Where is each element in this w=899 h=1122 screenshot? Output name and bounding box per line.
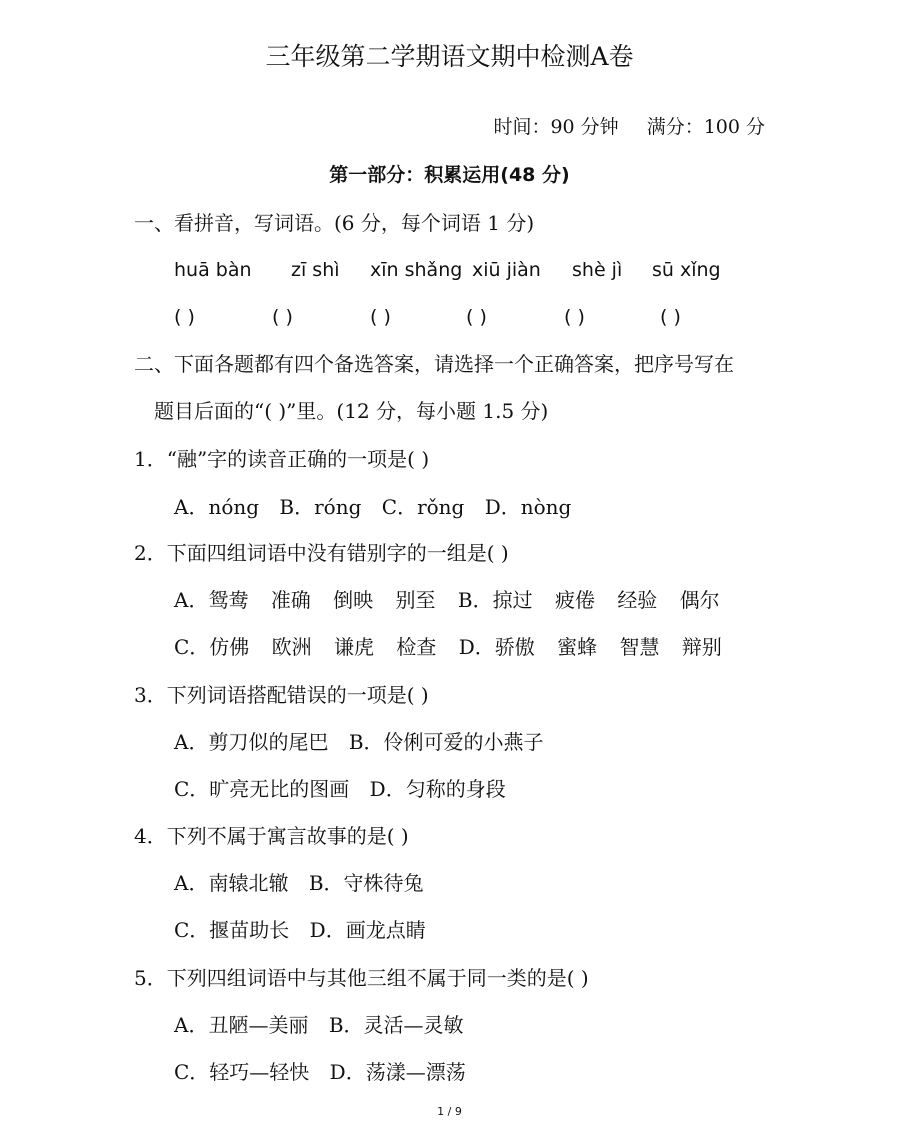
question-2: 2．下面四组词语中没有错别字的一组是( ) [134,541,509,565]
option[interactable]: B．灵活—灵敏 [328,1013,464,1037]
option[interactable]: A．丑陋—美丽 [174,1013,309,1037]
word: 智慧 [619,635,660,659]
option[interactable]: A．nóng [174,495,260,519]
pinyin-item: shè jì [572,259,623,281]
answer-blank[interactable]: ( ) [272,306,293,328]
word: 疲倦 [554,588,595,612]
pinyin-item: sū xǐng [652,259,721,281]
answer-blank[interactable]: ( ) [660,306,681,328]
word: 欧洲 [271,635,312,659]
word: 蜜蜂 [557,635,598,659]
question-2-options-line2 [174,637,738,657]
pinyin-item: zī shì [291,259,340,281]
question-1: 1．“融”字的读音正确的一项是( ) [134,447,430,471]
option[interactable]: D．骄傲 [458,635,535,659]
exam-meta [493,118,765,137]
section2-heading-cont: 题目后面的“( )”里。(12 分，每小题 1.5 分) [154,399,549,423]
page-title: 三年级第二学期语文期中检测A卷 [265,42,634,71]
option[interactable]: B．掠过 [457,588,533,612]
option[interactable]: C．rǒng [381,495,465,519]
option[interactable]: C．揠苗助长 [174,918,290,942]
word: 准确 [270,588,311,612]
question-4-options-line1 [174,873,438,893]
word: 检查 [396,635,437,659]
question-3-options-line2 [174,779,520,799]
pinyin-item: xiū jiàn [472,259,541,281]
answer-blank[interactable]: ( ) [466,306,487,328]
question-5: 5．下列四组词语中与其他三组不属于同一类的是( ) [134,966,589,990]
question-2-options-line1 [174,590,736,610]
answer-blank[interactable]: ( ) [174,306,195,328]
question-3: 3．下列词语搭配错误的一项是( ) [134,683,429,707]
question-5-options-line2 [174,1062,480,1082]
pinyin-item: huā bàn [174,259,252,281]
option[interactable]: D．荡漾—漂荡 [329,1060,466,1084]
option[interactable]: C．轻巧—轻快 [174,1060,310,1084]
question-1-options [174,497,585,517]
option[interactable]: D．nòng [484,495,572,519]
time-limit: 时间：90 分钟 [493,116,619,138]
word: 谦虎 [334,635,375,659]
part-heading: 第一部分：积累运用(48 分) [329,164,570,186]
option[interactable]: A．鸳鸯 [174,588,249,612]
option[interactable]: C．仿佛 [174,635,250,659]
word: 别至 [395,588,436,612]
option[interactable]: B．róng [279,495,362,519]
question-4: 4．下列不属于寓言故事的是( ) [134,824,409,848]
option[interactable]: B．守株待兔 [308,871,424,895]
pinyin-item: xīn shǎng [370,259,463,281]
page-number: 1 / 9 [437,1105,462,1118]
question-3-options-line1 [174,732,558,752]
word: 经验 [617,588,658,612]
option[interactable]: A．南辕北辙 [174,871,289,895]
option[interactable]: B．伶俐可爱的小燕子 [348,730,544,754]
word: 偶尔 [679,588,720,612]
option[interactable]: C．旷亮无比的图画 [174,777,350,801]
question-4-options-line2 [174,920,440,940]
word: 辩别 [681,635,722,659]
section1-heading: 一、看拼音，写词语。(6 分，每个词语 1 分) [134,211,535,235]
section2-heading: 二、下面各题都有四个备选答案，请选择一个正确答案，把序号写在 [134,352,734,376]
question-5-options-line1 [174,1015,478,1035]
word: 倒映 [333,588,374,612]
option[interactable]: D．匀称的身段 [369,777,506,801]
answer-blank[interactable]: ( ) [370,306,391,328]
answer-blank[interactable]: ( ) [564,306,585,328]
option[interactable]: D．画龙点睛 [309,918,426,942]
full-score: 满分：100 分 [646,116,765,138]
option[interactable]: A．剪刀似的尾巴 [174,730,329,754]
